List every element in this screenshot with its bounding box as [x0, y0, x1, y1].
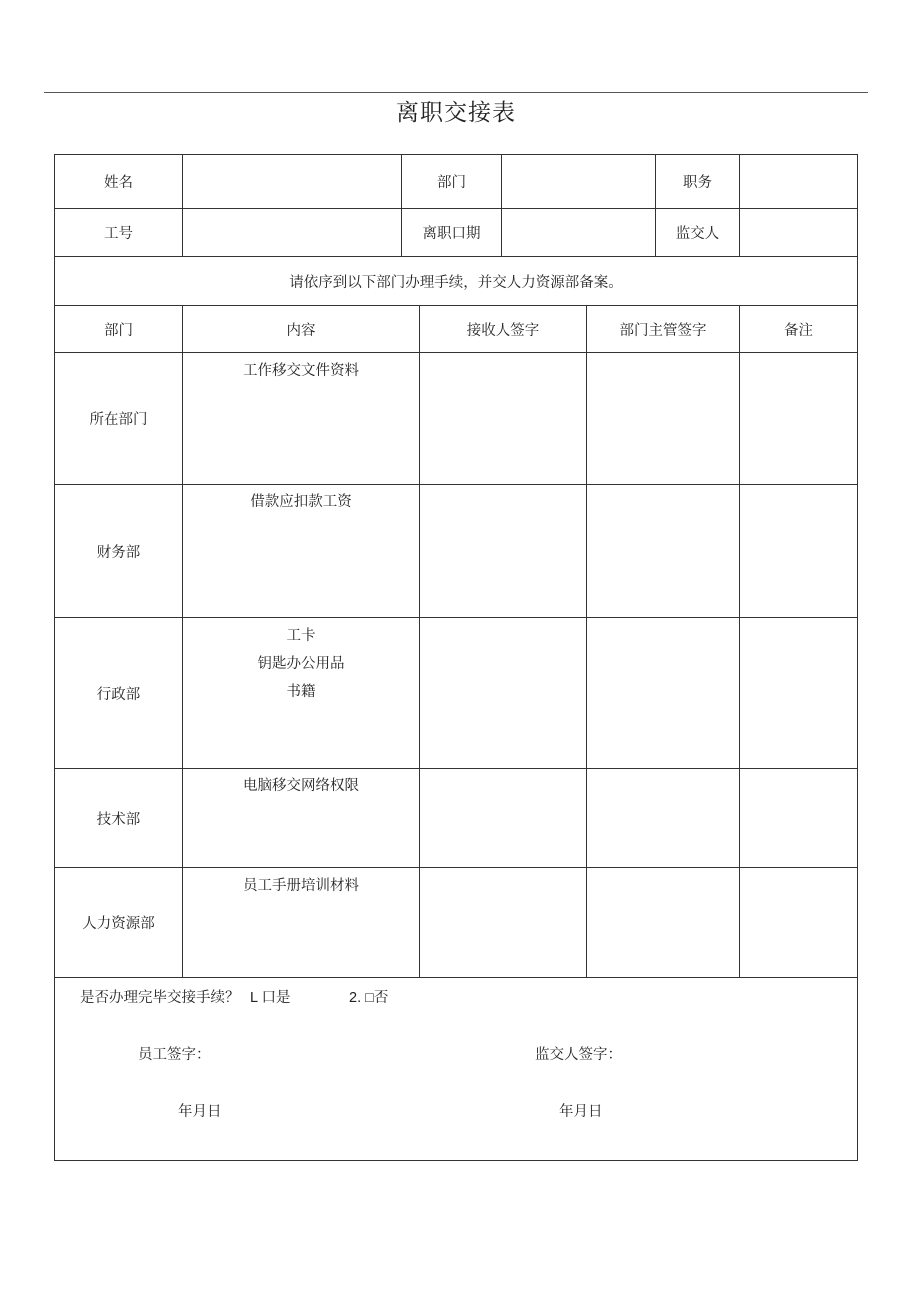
option-no[interactable]: 2. □否: [349, 990, 389, 1006]
name-label: 姓名: [104, 175, 133, 191]
row-content: [183, 357, 419, 385]
handover-form: [54, 154, 858, 1161]
col-header-remarks: 备注: [784, 322, 813, 339]
content-line: 电脑移交网络权限: [243, 778, 359, 794]
supervisor-field[interactable]: [740, 209, 857, 256]
employee-id-label: 工号: [104, 226, 133, 242]
supervisor-label: 监交人: [675, 226, 720, 242]
content-line: 借款应扣款工资: [250, 494, 352, 510]
row-content: [183, 622, 419, 706]
position-label: 职务: [683, 175, 712, 191]
leave-date-field[interactable]: [502, 209, 655, 256]
col-divider: [739, 305, 740, 977]
employee-date: 年月日: [178, 1104, 222, 1120]
content-line: 工作移交文件资料: [243, 363, 359, 379]
col-divider: [419, 305, 420, 977]
name-field[interactable]: [183, 155, 401, 208]
page-title: 离职交接表: [396, 100, 516, 126]
option-yes[interactable]: L 口是: [250, 990, 291, 1006]
content-line: 工卡: [286, 628, 316, 644]
row-dept: 人力资源部: [82, 916, 155, 932]
leave-date-label: 离职口期: [422, 226, 481, 242]
col-header-dept: 部门: [104, 322, 133, 339]
row-divider: [55, 977, 857, 978]
content-line: 员工手册培训材料: [243, 878, 359, 894]
row-dept: 财务部: [96, 544, 141, 561]
content-line: 书籍: [286, 684, 316, 700]
col-header-manager-sign: 部门主管签字: [619, 322, 707, 339]
position-field[interactable]: [740, 155, 857, 208]
row-dept: 行政部: [96, 686, 141, 703]
row-content: [183, 772, 419, 800]
content-line: 钥匙办公用品: [257, 656, 345, 672]
col-header-receiver-sign: 接收人签字: [466, 322, 540, 339]
dept-label: 部门: [437, 175, 466, 191]
row-dept: 所在部门: [89, 412, 148, 428]
supervisor-date: 年月日: [559, 1104, 603, 1120]
employee-id-field[interactable]: [183, 209, 401, 256]
top-rule: [44, 92, 868, 93]
row-content: [183, 872, 419, 900]
employee-signature-label: 员工签字：: [138, 1047, 211, 1063]
row-dept: 技术部: [96, 811, 141, 828]
dept-field[interactable]: [502, 155, 655, 208]
supervisor-signature-label: 监交人签字：: [535, 1047, 622, 1063]
col-header-content: 内容: [286, 322, 316, 339]
row-content: [183, 488, 419, 516]
instruction-text: 请依序到以下部门办理手续，并交人力资源部备案。: [289, 274, 623, 291]
col-divider: [586, 305, 587, 977]
handover-complete-question: 是否办理完毕交接手续？: [80, 990, 240, 1006]
